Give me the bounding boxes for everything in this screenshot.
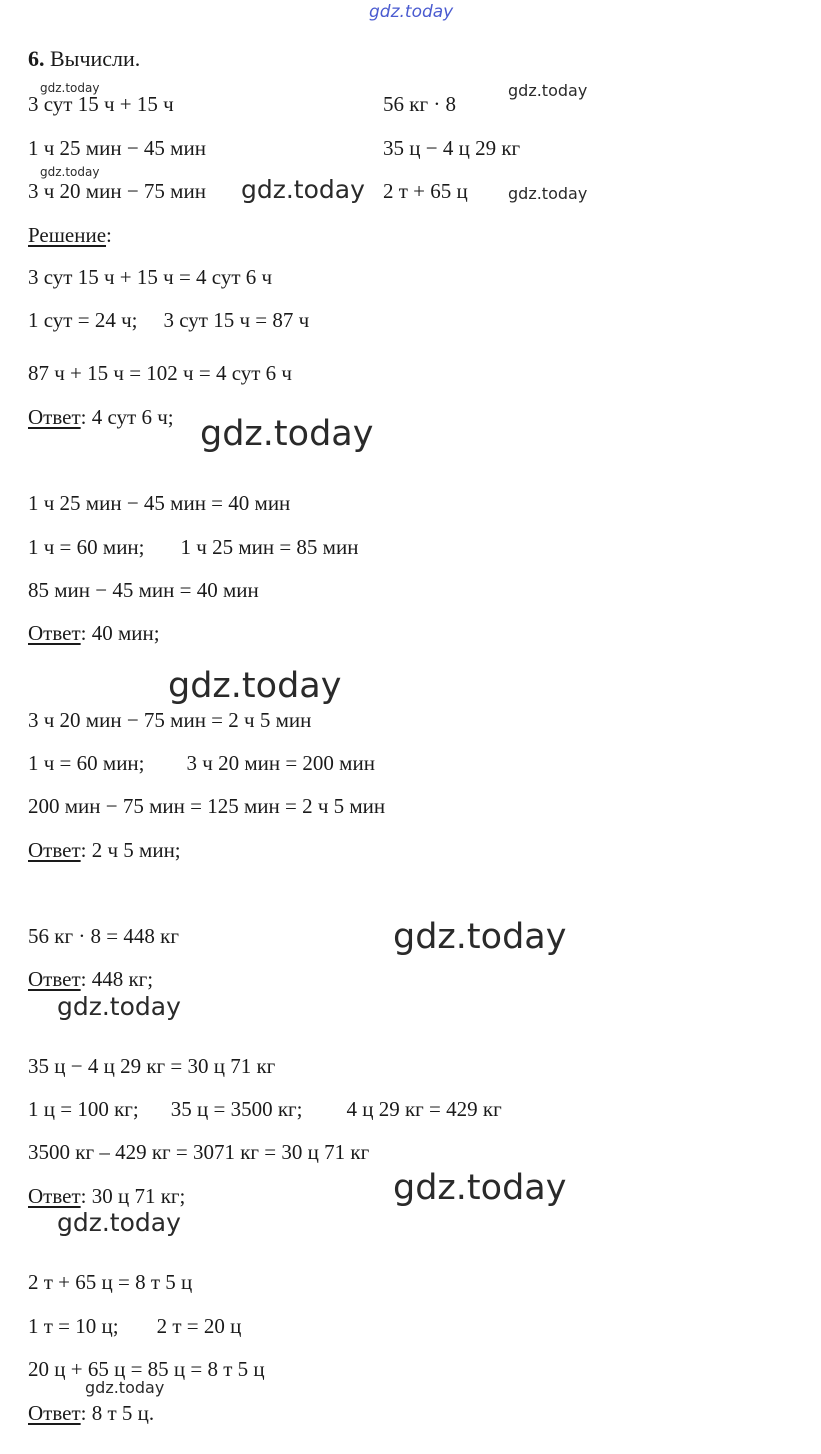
solution-part: 35 ц = 3500 кг; [170,1097,303,1121]
answer-label: Ответ [28,1184,81,1208]
solution-line [28,1097,502,1121]
solution-line: 87 ч + 15 ч = 102 ч = 4 сут 6 ч [28,361,292,385]
watermark-header: gdz.today [369,2,454,22]
solution-line: 35 ц − 4 ц 29 кг = 30 ц 71 кг [28,1054,276,1078]
solution-line: 20 ц + 65 ц = 85 ц = 8 т 5 ц [28,1357,265,1381]
solution-line: 85 мин − 45 мин = 40 мин [28,578,259,602]
solution-part: 1 сут = 24 ч; [28,308,138,332]
answer-value: 448 кг; [91,967,154,991]
watermark: gdz.today [40,165,100,179]
answer-line: Ответ: 2 ч 5 мин; [28,838,181,862]
task-heading [28,46,140,72]
solution-line: 3500 кг – 429 кг = 3071 кг = 30 ц 71 кг [28,1140,370,1164]
task-title: Вычисли. [50,46,141,71]
solution-line [28,1314,241,1338]
watermark: gdz.today [168,666,342,706]
task-number: 6. [28,46,45,71]
solution-part: 1 ц = 100 кг; [28,1097,139,1121]
solution-part: 1 ч 25 мин = 85 мин [180,535,359,559]
exercise-6: 2 т + 65 ц [383,179,468,203]
solution-part: 3 ч 20 мин = 200 мин [186,751,375,775]
solution-part: 1 ч = 60 мин; [28,751,145,775]
solution-line: 200 мин − 75 мин = 125 мин = 2 ч 5 мин [28,794,386,818]
answer-line: Ответ: 40 мин; [28,621,160,645]
answer-value: 30 ц 71 кг; [91,1184,186,1208]
solution-line: 2 т + 65 ц = 8 т 5 ц [28,1270,193,1294]
answer-value: 4 сут 6 ч; [91,405,174,429]
answer-label: Ответ [28,621,81,645]
answer-label: Ответ [28,838,81,862]
answer-value: 2 ч 5 мин; [91,838,181,862]
watermark: gdz.today [57,992,181,1021]
exercise-4: 35 ц − 4 ц 29 кг [383,136,521,160]
answer-line: Ответ: 4 сут 6 ч; [28,405,174,429]
solution-line: 56 кг · 8 = 448 кг [28,924,179,948]
exercise-5: 3 ч 20 мин − 75 мин [28,179,206,203]
answer-value: 8 т 5 ц. [91,1401,155,1425]
solution-heading: Решение: [28,223,112,247]
watermark: gdz.today [241,175,365,204]
answer-line: Ответ: 30 ц 71 кг; [28,1184,186,1208]
answer-label: Ответ [28,967,81,991]
watermark: gdz.today [508,81,588,100]
answer-line: Ответ: 8 т 5 ц. [28,1401,155,1425]
watermark: gdz.today [508,184,588,203]
exercise-1: 3 сут 15 ч + 15 ч [28,92,174,116]
watermark: gdz.today [200,414,374,454]
solution-part: 3 сут 15 ч = 87 ч [163,308,310,332]
watermark: gdz.today [85,1378,165,1397]
solution-part: 1 ч = 60 мин; [28,535,145,559]
watermark: gdz.today [40,81,100,95]
solution-line [28,535,358,559]
solution-line: 3 сут 15 ч + 15 ч = 4 сут 6 ч [28,265,273,289]
watermark: gdz.today [57,1208,181,1237]
solution-line: 3 ч 20 мин − 75 мин = 2 ч 5 мин [28,708,312,732]
solution-line [28,751,375,775]
solution-line [28,308,309,332]
solution-part: 1 т = 10 ц; [28,1314,119,1338]
answer-value: 40 мин; [91,621,160,645]
solution-line: 1 ч 25 мин − 45 мин = 40 мин [28,491,291,515]
solution-part: 4 ц 29 кг = 429 кг [346,1097,502,1121]
solution-part: 2 т = 20 ц [156,1314,242,1338]
exercise-2: 56 кг · 8 [383,92,457,116]
exercise-3: 1 ч 25 мин − 45 мин [28,136,206,160]
answer-label: Ответ [28,405,81,429]
watermark: gdz.today [393,1168,567,1208]
solution-label: Решение [28,223,107,247]
answer-line: Ответ: 448 кг; [28,967,154,991]
answer-label: Ответ [28,1401,81,1425]
watermark: gdz.today [393,917,567,957]
